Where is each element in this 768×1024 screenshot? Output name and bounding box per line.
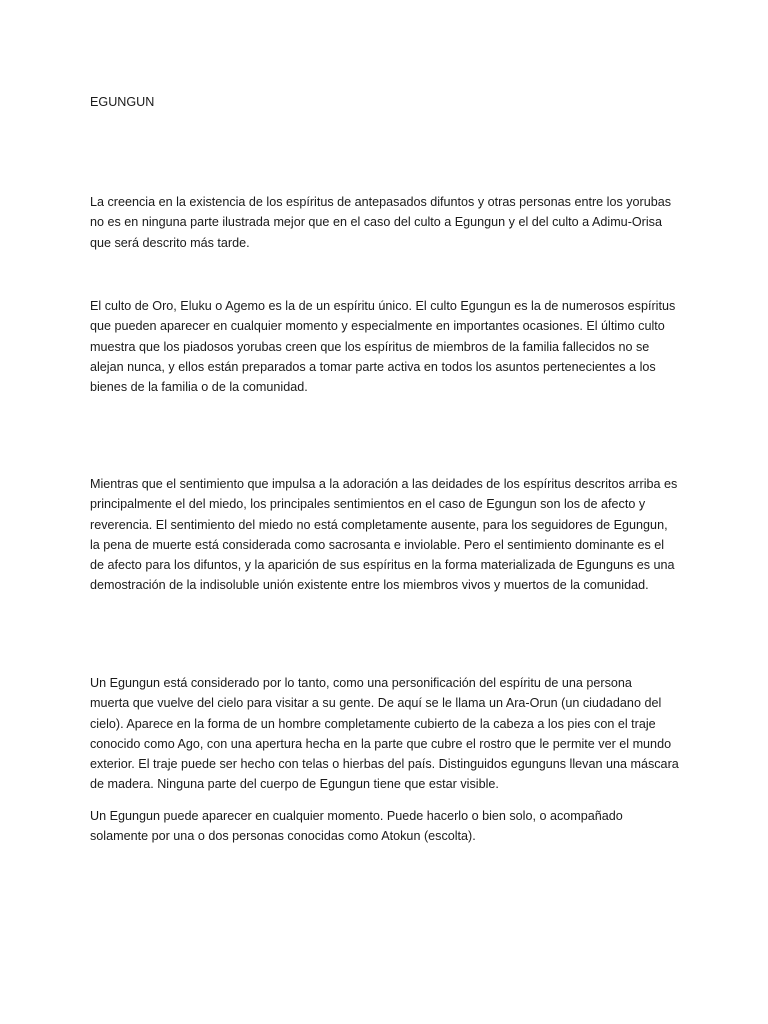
paragraph-1: La creencia en la existencia de los espíritus de antepasados difuntos y otras personas entre los yorubas no es en ninguna parte ilustrada mejor que en el caso del culto a Egungun y el del culto a Adimu-Orisa que será descrito más tarde. — [90, 195, 672, 250]
document-title: EGUNGUN — [90, 95, 155, 109]
paragraph-5: Un Egungun puede aparecer en cualquier momento. Puede hacerlo o bien solo, o acompañado solamente por una o dos personas conocidas como Atokun (escolta). — [90, 809, 623, 844]
paragraph-3: Mientras que el sentimiento que impulsa a la adoración a las deidades de los espíritus descritos arriba es principalmente el del miedo, los principales sentimientos en el caso de Egungun son los de afecto y reverencia. El sentimiento del miedo no está completamente ausente, para los seguidores de Egungun, la pena de muerte está considerada como sacrosanta e inviolable. Pero el sentimiento dominante es el de afecto para los difuntos, y la aparición de sus espíritus en la forma materializada de Egunguns es una demostración de la indisoluble unión existente entre los miembros vivos y muertos de la comunidad. — [90, 477, 678, 593]
paragraph-4: Un Egungun está considerado por lo tanto, como una personificación del espíritu de una persona muerta que vuelve del cielo para visitar a su gente. De aquí se le llama un Ara-Orun (un ciudadano del cielo). Aparece en la forma de un hombre completamente cubierto de la cabeza a los pies con el traje conocido como Ago, con una apertura hecha en la parte que cubre el rostro que le permite ver el mundo exterior. El traje puede ser hecho con telas o hierbas del país. Distinguidos egunguns llevan una máscara de madera. Ninguna parte del cuerpo de Egungun tiene que estar visible. — [90, 676, 679, 792]
paragraph-2: El culto de Oro, Eluku o Agemo es la de un espíritu único. El culto Egungun es la de numerosos espíritus que pueden aparecer en cualquier momento y especialmente en importantes ocasiones. El último culto muestra que los piadosos yorubas creen que los espíritus de miembros de la familia fallecidos no se alejan nunca, y ellos están preparados a tomar parte activa en todos los asuntos pertenecientes a los bienes de la familia o de la comunidad. — [90, 299, 676, 395]
